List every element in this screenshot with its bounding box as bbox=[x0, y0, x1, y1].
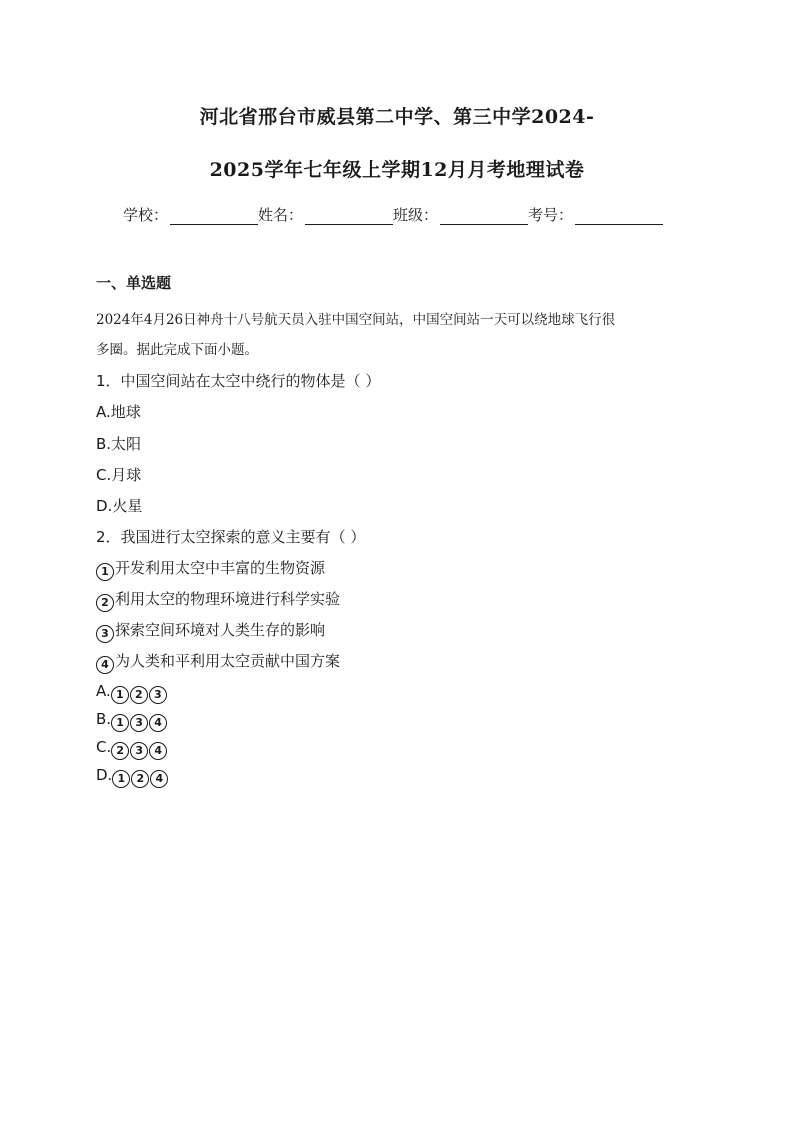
question-1-option-d[interactable]: D.火星 bbox=[96, 497, 143, 515]
name-blank[interactable] bbox=[305, 208, 393, 225]
circled-number: 1 bbox=[111, 686, 129, 704]
statement-1-text: 开发利用太空中丰富的生物资源 bbox=[115, 559, 326, 577]
option-letter: D. bbox=[96, 766, 113, 784]
class-label: 班级： bbox=[393, 206, 439, 224]
option-letter: B. bbox=[96, 710, 112, 728]
question-1-stem: 1．中国空间站在太空中绕行的物体是（ ） bbox=[96, 372, 381, 390]
school-label: 学校： bbox=[123, 206, 169, 224]
option-letter: C. bbox=[96, 738, 112, 756]
option-letter: A. bbox=[96, 682, 111, 700]
statement-3-text: 探索空间环境对人类生存的影响 bbox=[115, 621, 326, 639]
statement-1 bbox=[96, 557, 325, 581]
circled-number: 4 bbox=[150, 770, 168, 788]
question-2-option-d[interactable] bbox=[96, 766, 169, 788]
exam-no-label: 考号： bbox=[528, 206, 574, 224]
section-heading: 一、单选题 bbox=[96, 274, 172, 292]
question-2-stem: 2．我国进行太空探索的意义主要有（ ） bbox=[96, 528, 366, 546]
circled-number: 2 bbox=[111, 742, 129, 760]
question-1-option-b[interactable]: B.太阳 bbox=[96, 435, 142, 453]
class-blank[interactable] bbox=[440, 208, 528, 225]
passage-line-2: 多圈。据此完成下面小题。 bbox=[96, 342, 258, 358]
circled-number-2: 2 bbox=[96, 594, 114, 612]
school-field bbox=[123, 204, 258, 225]
exam-no-blank[interactable] bbox=[575, 208, 663, 225]
circled-number: 3 bbox=[130, 714, 148, 732]
question-1-option-c[interactable]: C.月球 bbox=[96, 466, 142, 484]
circled-number-3: 3 bbox=[96, 625, 114, 643]
statement-3 bbox=[96, 619, 325, 643]
circled-number: 1 bbox=[112, 770, 130, 788]
statement-4-text: 为人类和平利用太空贡献中国方案 bbox=[115, 652, 341, 670]
passage-line-1: 2024年4月26日神舟十八号航天员入驻中国空间站，中国空间站一天可以绕地球飞行很 bbox=[96, 312, 616, 328]
title-line-1: 河北省邢台市威县第二中学、第三中学2024- bbox=[199, 106, 595, 128]
exam-no-field bbox=[528, 204, 663, 225]
circled-number: 4 bbox=[149, 742, 167, 760]
student-info-row bbox=[123, 204, 663, 225]
circled-number: 2 bbox=[130, 686, 148, 704]
question-2-option-b[interactable] bbox=[96, 710, 168, 732]
question-2-option-a[interactable] bbox=[96, 682, 168, 704]
circled-number: 3 bbox=[149, 686, 167, 704]
circled-number: 3 bbox=[130, 742, 148, 760]
name-field bbox=[258, 204, 393, 225]
statement-4 bbox=[96, 650, 340, 674]
school-blank[interactable] bbox=[170, 208, 258, 225]
title-line-2: 2025学年七年级上学期12月月考地理试卷 bbox=[209, 159, 585, 181]
question-1-option-a[interactable]: A.地球 bbox=[96, 403, 141, 421]
statement-2 bbox=[96, 588, 340, 612]
question-2-option-c[interactable] bbox=[96, 738, 168, 760]
circled-number: 1 bbox=[111, 714, 129, 732]
class-field bbox=[393, 204, 528, 225]
circled-number-1: 1 bbox=[96, 563, 114, 581]
circled-number-4: 4 bbox=[96, 656, 114, 674]
circled-number: 4 bbox=[149, 714, 167, 732]
name-label: 姓名： bbox=[258, 206, 304, 224]
circled-number: 2 bbox=[131, 770, 149, 788]
statement-2-text: 利用太空的物理环境进行科学实验 bbox=[115, 590, 341, 608]
